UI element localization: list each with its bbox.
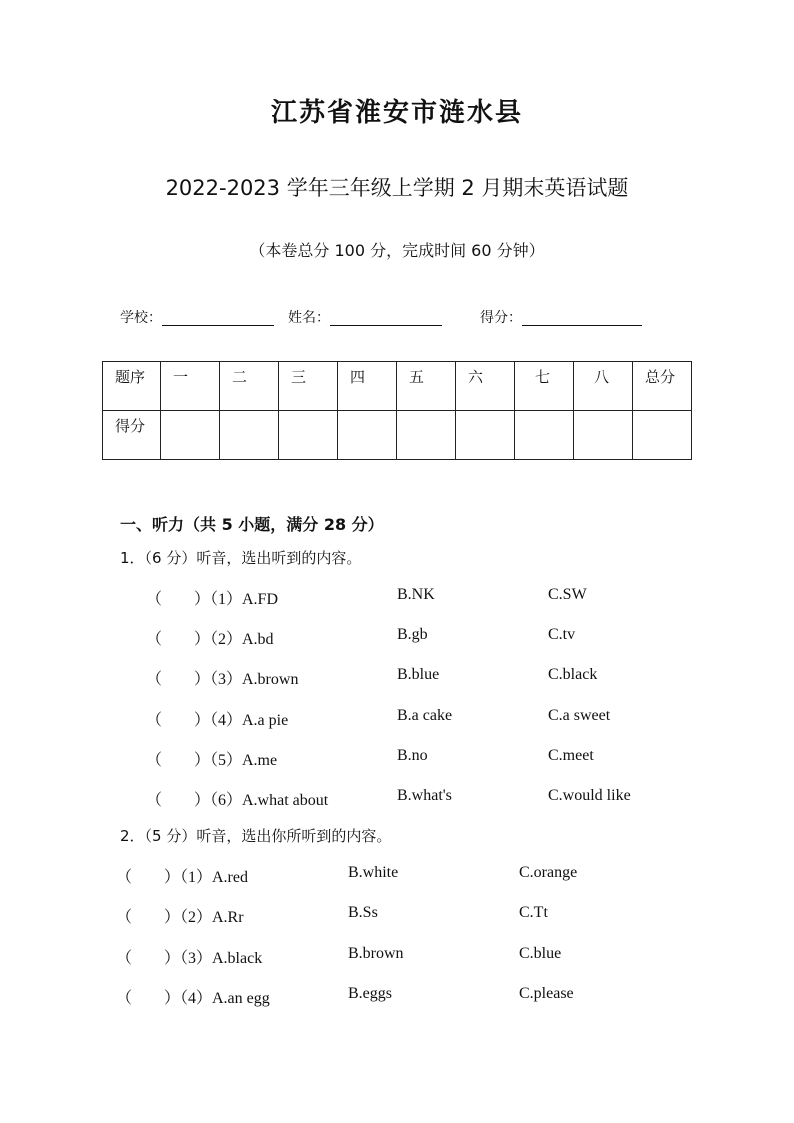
table-cell: 七 [515,362,574,411]
table-cell: 八 [574,362,633,411]
score-table [102,361,692,460]
question-prompt: 2．（5 分）听音，选出你所听到的内容。 [120,827,392,845]
option-a: （ ）（3）A.black [116,950,263,967]
option-b: B.gb [397,626,428,643]
score-entry-cell[interactable] [338,411,397,460]
school-field [120,307,274,327]
score-field [480,307,642,327]
option-b: B.what's [397,787,452,804]
exam-info: （本卷总分 100 分，完成时间 60 分钟） [249,241,545,260]
option-a: （ ）（1）A.red [116,869,248,886]
option-a: （ ）（1）A.FD [146,591,279,608]
table-cell: 六 [456,362,515,411]
option-b: B.white [348,864,399,881]
table-cell: 四 [338,362,397,411]
score-entry-cell[interactable] [574,411,633,460]
option-c: C.tv [548,626,576,643]
score-label: 得分： [480,310,522,326]
table-cell: 总分 [633,362,692,411]
name-field [288,307,442,327]
score-table-score-row [103,411,692,460]
option-a: （ ）（2）A.Rr [116,909,244,926]
option-a: （ ）（4）A.an egg [116,990,270,1007]
option-a: （ ）（6）A.what about [146,792,329,809]
table-cell: 得分 [103,411,161,460]
option-c: C.SW [548,586,587,603]
table-cell: 三 [279,362,338,411]
option-b: B.no [397,747,428,764]
table-cell: 题序 [103,362,161,411]
option-c: C.orange [519,864,578,881]
section-heading: 一、听力（共 5 小题，满分 28 分） [120,515,384,534]
score-entry-cell[interactable] [456,411,515,460]
option-b: B.NK [397,586,435,603]
option-c: C.Tt [519,904,548,921]
score-entry-cell[interactable] [279,411,338,460]
school-label: 学校： [120,310,162,326]
option-a: （ ）（5）A.me [146,752,278,769]
option-b: B.eggs [348,985,392,1002]
school-blank[interactable] [162,311,274,326]
question-prompt: 1．（6 分）听音，选出听到的内容。 [120,549,362,567]
score-entry-cell[interactable] [397,411,456,460]
option-c: C.would like [548,787,631,804]
option-c: C.black [548,666,598,683]
score-entry-cell[interactable] [633,411,692,460]
option-c: C.meet [548,747,594,764]
option-b: B.blue [397,666,440,683]
option-c: C.blue [519,945,562,962]
option-b: B.a cake [397,707,453,724]
name-blank[interactable] [330,311,442,326]
option-a: （ ）（3）A.brown [146,671,299,688]
table-cell: 五 [397,362,456,411]
option-a: （ ）（4）A.a pie [146,712,289,729]
exam-region-title: 江苏省淮安市涟水县 [270,98,523,128]
score-entry-cell[interactable] [161,411,220,460]
score-entry-cell[interactable] [220,411,279,460]
table-cell: 一 [161,362,220,411]
score-blank[interactable] [522,311,642,326]
score-table-header-row [103,362,692,411]
option-a: （ ）（2）A.bd [146,631,274,648]
score-entry-cell[interactable] [515,411,574,460]
option-c: C.a sweet [548,707,611,724]
table-cell: 二 [220,362,279,411]
option-b: B.Ss [348,904,378,921]
exam-title: 2022-2023 学年三年级上学期 2 月期末英语试题 [165,176,629,200]
name-label: 姓名： [288,310,330,326]
option-b: B.brown [348,945,404,962]
option-c: C.please [519,985,574,1002]
